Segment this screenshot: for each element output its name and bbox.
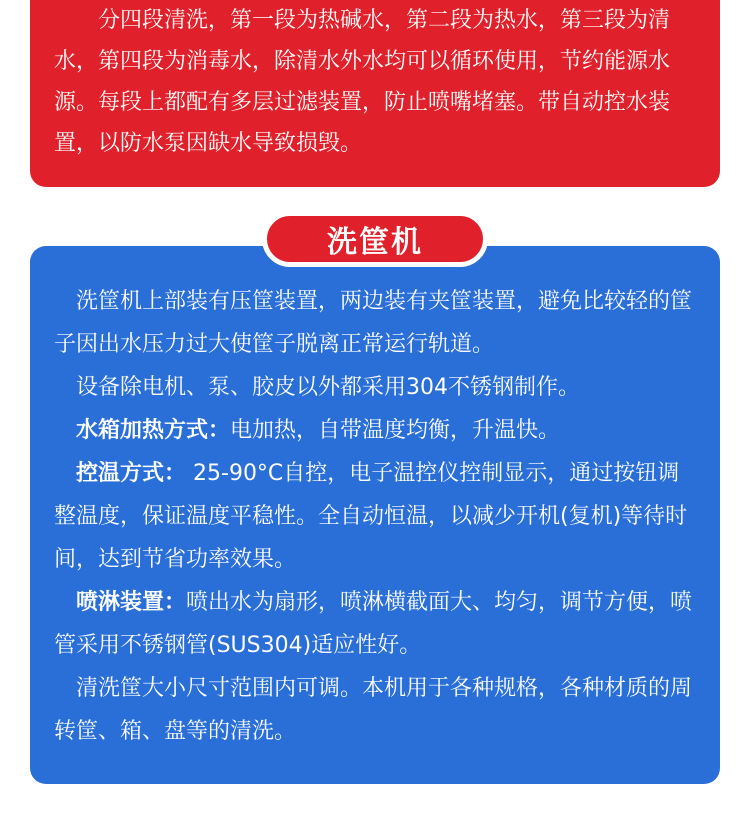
spec-paragraph-material bbox=[54, 366, 698, 409]
spec-paragraph-heating bbox=[54, 409, 698, 452]
spec-paragraph-press-device bbox=[54, 280, 698, 366]
paragraph-text: 喷出水为扇形，喷淋横截面大、均匀，调节方便，喷管采用不锈钢管(SUS304)适应性好。 bbox=[54, 590, 693, 658]
intro-panel bbox=[30, 0, 720, 187]
heating-label: 水箱加热方式： bbox=[76, 418, 231, 443]
spray-device-label: 喷淋装置： bbox=[76, 590, 187, 615]
paragraph-text: 电加热，自带温度均衡，升温快。 bbox=[230, 418, 561, 443]
temperature-control-label: 控温方式： bbox=[76, 461, 187, 486]
spec-paragraph-adjustable-size bbox=[54, 667, 698, 753]
paragraph-text: 清洗筐大小尺寸范围内可调。本机用于各种规格，各种材质的周转筐、箱、盘等的清洗。 bbox=[54, 676, 693, 744]
paragraph-text: 洗筐机上部装有压筐装置，两边装有夹筐装置，避免比较轻的筐子因出水压力过大使筐子脱离正常运行轨道。 bbox=[54, 289, 693, 357]
paragraph-text: 25-90°C自控，电子温控仪控制显示，通过按钮调整温度，保证温度平稳性。全自动恒温，以减少开机(复机)等待时间，达到节省功率效果。 bbox=[54, 461, 688, 572]
spec-panel bbox=[30, 246, 720, 784]
spec-paragraph-temperature-control bbox=[54, 452, 698, 581]
spec-paragraph-spray-device bbox=[54, 581, 698, 667]
intro-paragraph: 分四段清洗，第一段为热碱水，第二段为热水，第三段为清水，第四段为消毒水，除清水外水均可以循环使用，节约能源水源。每段上都配有多层过滤装置，防止喷嘴堵塞。带自动控水装置，以防水泵因缺水导致损毁。 bbox=[54, 8, 671, 156]
section-title: 洗筐机 bbox=[262, 211, 488, 267]
paragraph-text: 设备除电机、泵、胶皮以外都采用304不锈钢制作。 bbox=[76, 375, 580, 400]
